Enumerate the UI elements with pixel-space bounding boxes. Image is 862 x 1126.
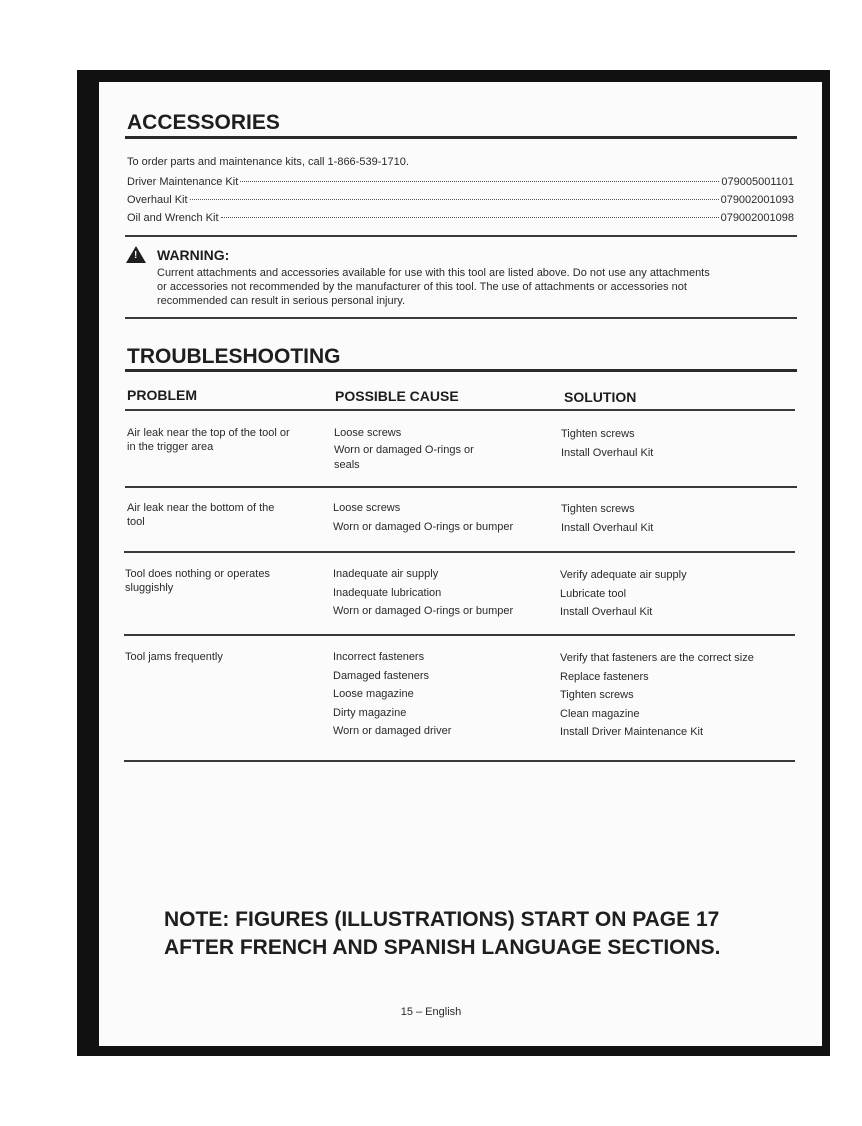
problem-cell [125,567,315,595]
cause-cell [333,499,513,536]
column-header-problem: PROBLEM [127,387,197,403]
problem-cell [127,501,317,529]
solution-cell [561,500,653,537]
solution-text: Verify adequate air supply [560,569,687,581]
problem-cell [125,650,315,664]
cause-text: Loose screws [334,427,402,439]
scanned-page [99,82,822,1046]
cause-text: Damaged fasteners [333,669,429,682]
accessory-part-number: 079002001093 [720,194,794,206]
warning-end-rule [125,317,797,319]
row-divider [124,634,795,636]
solution-text: Clean magazine [560,707,640,720]
cause-text: seals [334,459,360,471]
solution-text: Lubricate tool [560,587,627,600]
warning-triangle-icon: ! [126,246,146,263]
warning-line: Current attachments and accessories available for use with this tool are listed above. Do not use any attachments [157,267,710,279]
solution-cell [561,425,653,462]
warning-title: WARNING: [157,247,230,263]
header-rule [125,409,795,411]
warning-line: recommended can result in serious personal injury. [157,295,406,307]
accessories-end-rule [125,235,797,237]
accessories-intro: To order parts and maintenance kits, call 1-866-539-1710. [127,156,409,168]
dot-leader [190,199,719,200]
scan-border-bottom [77,1046,830,1056]
page-footer: 15 – English [400,1006,462,1018]
row-divider [124,551,795,553]
cause-text: Worn or damaged O-rings or [334,444,474,456]
accessory-item [127,194,794,206]
solution-text: Install Overhaul Kit [561,521,654,534]
dot-leader [221,217,719,218]
problem-text: sluggishly [125,582,174,594]
solution-cell [560,566,687,622]
cause-text: Incorrect fasteners [333,651,425,663]
row-divider [125,486,797,488]
problem-text: Tool jams frequently [125,651,223,663]
problem-text: Tool does nothing or operates [125,568,270,580]
column-header-solution: SOLUTION [564,389,637,405]
solution-text: Install Overhaul Kit [561,446,654,459]
accessory-name: Driver Maintenance Kit [127,176,239,188]
accessory-part-number: 079005001101 [721,176,794,188]
scan-border-top [77,70,830,82]
problem-text: in the trigger area [127,441,214,453]
cause-text: Worn or damaged O-rings or bumper [333,520,514,533]
accessory-part-number: 079002001098 [720,212,794,224]
cause-text: Inadequate lubrication [333,586,442,599]
note-line: NOTE: FIGURES (ILLUSTRATIONS) START ON PAGE 17 [164,908,720,931]
solution-text: Verify that fasteners are the correct size [560,652,754,664]
cause-text: Loose magazine [333,688,414,700]
accessory-name: Oil and Wrench Kit [127,212,219,224]
solution-text: Install Driver Maintenance Kit [560,726,704,738]
table-end-rule [124,760,795,762]
cause-text: Loose screws [333,502,401,514]
problem-text: Air leak near the bottom of the [127,502,275,514]
solution-text: Tighten screws [561,503,635,515]
accessory-name: Overhaul Kit [127,194,188,206]
troubleshooting-heading-rule [125,369,797,372]
problem-text: tool [127,516,145,528]
accessory-item [127,176,794,188]
cause-text: Inadequate air supply [333,568,439,580]
dot-leader [240,181,719,182]
cause-cell [334,425,474,474]
problem-text: Air leak near the top of the tool or [127,427,290,439]
troubleshooting-heading: TROUBLESHOOTING [127,345,341,368]
figures-note [164,906,721,962]
cause-text: Dirty magazine [333,706,407,719]
scan-border-right [822,70,830,1056]
cause-cell [333,565,513,621]
cause-cell [333,648,451,741]
warning-line: or accessories not recommended by the manufacturer of this tool. The use of attachments or accessories not [157,281,687,293]
problem-cell [127,426,317,454]
warning-body [157,266,797,308]
solution-text: Replace fasteners [560,670,649,683]
cause-text: Worn or damaged driver [333,725,452,737]
solution-cell [560,649,754,742]
column-header-possible-cause: POSSIBLE CAUSE [335,388,459,404]
solution-text: Tighten screws [561,428,635,440]
accessory-item [127,212,794,224]
accessories-heading-rule [125,136,797,139]
solution-text: Install Overhaul Kit [560,606,653,618]
accessories-heading: ACCESSORIES [127,111,280,134]
scan-border-left [77,70,99,1056]
cause-text: Worn or damaged O-rings or bumper [333,605,514,617]
note-line: AFTER FRENCH AND SPANISH LANGUAGE SECTIONS. [164,936,721,959]
solution-text: Tighten screws [560,689,634,701]
